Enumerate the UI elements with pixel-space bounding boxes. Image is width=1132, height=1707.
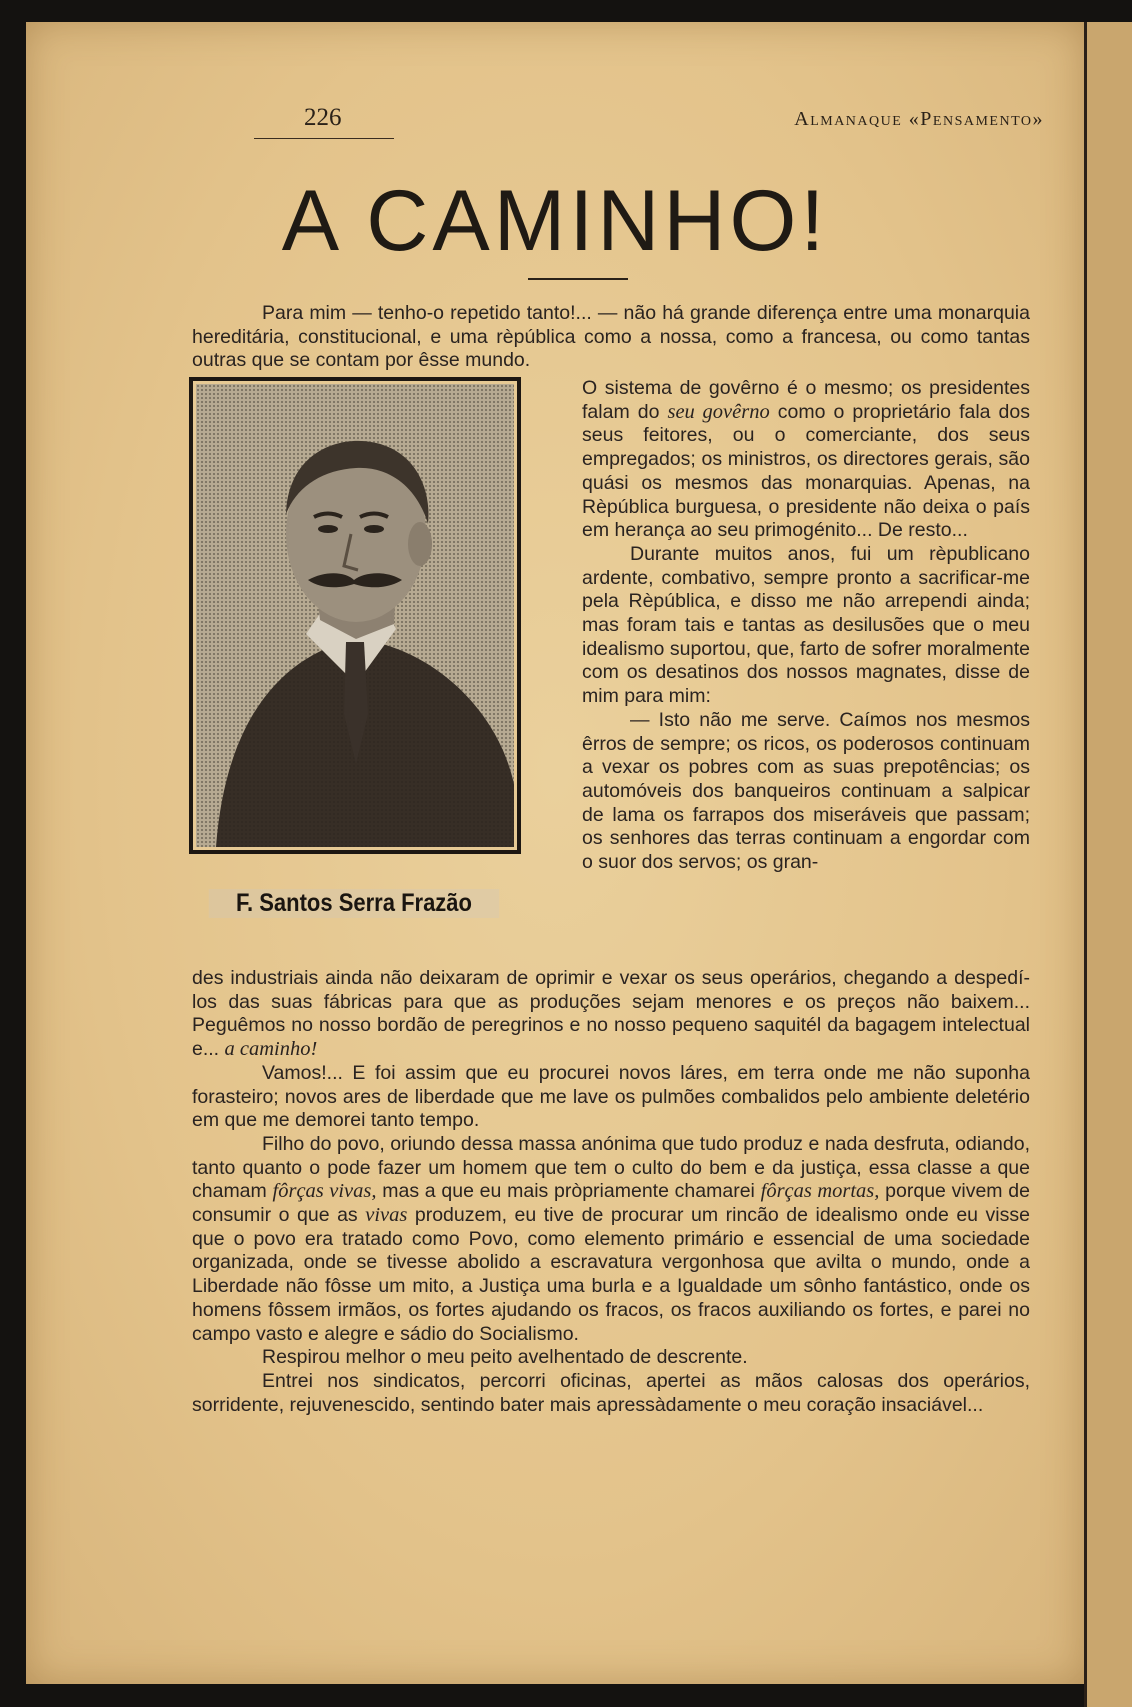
body-paragraph-2: Vamos!... E foi assim que eu procurei novos láres, em terra onde me não suponha forasteiro; novos ares de liberdade que me lave os pulmões combalidos pelo ambiente deletério em que me demorei tanto tempo. xyxy=(192,1061,1030,1132)
article-title: A CAMINHO! xyxy=(281,173,829,269)
page-number-rule xyxy=(254,138,394,139)
column-paragraph-1-text-b: como o proprietário fala dos seus feitores, ou o comerciante, dos seus empregados; os ministros, os directores gerais, são quási os mesmos das monarquias. Apenas, na Rèpública burguesa, o presidente não deixa o país em herança ao seu primogénito... De resto... xyxy=(582,400,1030,542)
body-paragraph-3-text-b: mas a que eu mais pròpriamente chamarei xyxy=(376,1180,761,1203)
page-number: 226 xyxy=(304,104,342,131)
body-paragraph-4: Respirou melhor o meu peito avelhentado de descrente. xyxy=(262,1346,748,1369)
body-paragraph-3 xyxy=(192,1133,1030,1346)
body-paragraph-1 xyxy=(192,967,1030,1062)
book-page xyxy=(26,22,1084,1684)
right-column xyxy=(582,377,1030,875)
body-paragraph-3-emphasis-3: vivas xyxy=(365,1204,408,1227)
portrait-illustration xyxy=(196,384,514,847)
body-paragraph-5: Entrei nos sindicatos, percorri oficinas, apertei as mãos calosas dos operários, sorridente, rejuvenescido, sentindo bater mais apressàdamente o meu coração insaciável... xyxy=(192,1369,1030,1416)
body-paragraph-1-text: des industriais ainda não deixaram de oprimir e vexar os seus operários, chegando a despedí-los das suas fábricas para que as produções sejam menores e os preços não baixem... Peguêmos no nosso bordão de peregrinos e no nosso pequeno saquitél da bagagem intelectual e... xyxy=(192,967,1030,1061)
body-paragraph-3-emphasis-2: fôrças mortas, xyxy=(760,1180,880,1203)
adjacent-page-edge xyxy=(1084,22,1132,1707)
column-paragraph-2: Durante muitos anos, fui um rèpublicano ardente, combativo, sempre pronto a sacrificar-me pela Rèpública, e disso me não arrependi ainda; mas foram tais e tantas as desilusões que o meu idealismo suportou, que, farto de sofrer moralmente com os desatinos dos nossos magnates, disse de mim para mim: xyxy=(582,542,1030,708)
intro-paragraph: Para mim — tenho-o repetido tanto!... — não há grande diferença entre uma monarquia hereditária, constitucional, e uma rèpública como a nossa, como a francesa, ou como tantas outras que se contam por êsse mundo. xyxy=(192,302,1030,372)
body-paragraph-3-text-d: produzem, eu tive de procurar um rincão de idealismo onde eu visse que o povo era tratado como Povo, como elemento primário e essencial de uma sociedade organizada, onde se tivesse abolido a escravatura vergonhosa que avilta o mundo, onde a Liberdade não fôsse um mito, a Justiça uma burla e a Igualdade um sônho fantástico, onde os homens fôssem irmãos, os fortes ajudando os fracos, os fracos auxiliando os fortes, e parei no campo vasto e alegre e sádio do Socialismo. xyxy=(192,1204,1030,1345)
portrait-figure xyxy=(189,377,519,957)
column-paragraph-1-text-a: O sistema de govêrno é o mesmo; os presidentes falam do xyxy=(582,377,1030,423)
portrait-photo xyxy=(196,384,514,847)
body-paragraph-3-text-c: porque vivem de consumir o que as xyxy=(192,1180,1030,1227)
body-paragraph-3-emphasis-1: fôrças vivas, xyxy=(272,1180,377,1203)
column-paragraph-1 xyxy=(582,377,1030,543)
portrait-frame xyxy=(189,377,521,854)
column-paragraph-3: — Isto não me serve. Caímos nos mesmos êrros de sempre; os ricos, os poderosos continuam a vexar os pobres com as suas prepotências; os automóveis dos banqueiros continuam a salpicar de lama os farrapos dos miseráveis que passam; os senhores das terras continuam a engordar com o suor dos servos; os gran- xyxy=(582,708,1030,874)
body-paragraph-1-emphasis: a caminho! xyxy=(224,1038,318,1061)
full-width-body xyxy=(192,967,1030,1417)
body-paragraph-3-text-a: Filho do povo, oriundo dessa massa anónima que tudo produz e nada desfruta, odiando, tanto quanto o pode fazer um homem que tem o culto do bem e da justiça, essa classe a que chamam xyxy=(192,1132,1030,1203)
portrait-caption: F. Santos Serra Frazão xyxy=(209,889,499,918)
column-paragraph-1-emphasis: seu govêrno xyxy=(667,400,770,423)
title-divider xyxy=(528,278,628,280)
page-header xyxy=(26,104,1084,144)
running-head: Almanaque «Pensamento» xyxy=(794,108,1044,130)
